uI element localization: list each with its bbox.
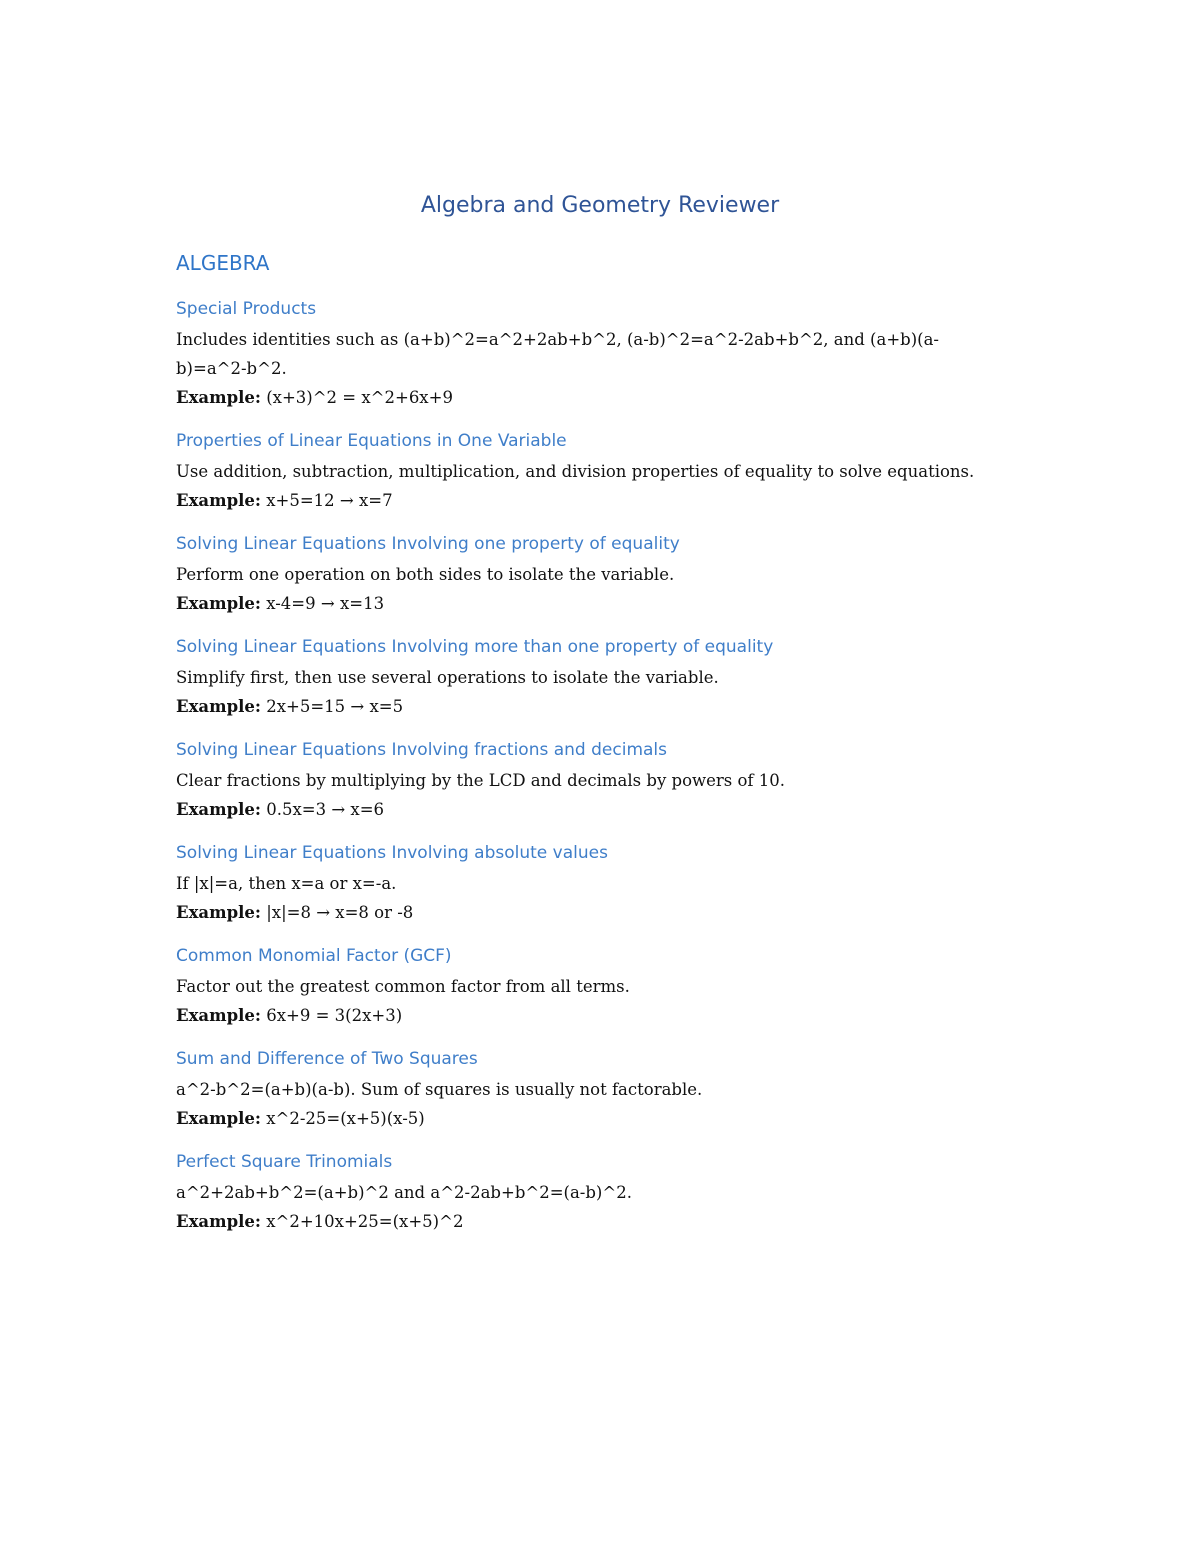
topic-special-products xyxy=(176,296,996,412)
topic-description: Clear fractions by multiplying by the LCD and decimals by powers of 10. xyxy=(176,771,786,790)
example-label: Example: xyxy=(176,388,261,407)
topic-heading: Perfect Square Trinomials xyxy=(176,1152,393,1172)
document-body xyxy=(176,248,996,1252)
topic-heading: Solving Linear Equations Involving more than one property of equality xyxy=(176,637,774,657)
topic-absolute-values xyxy=(176,840,996,927)
topic-perfect-square-trinomials xyxy=(176,1149,996,1236)
example-label: Example: xyxy=(176,1006,261,1025)
topic-description: a^2+2ab+b^2=(a+b)^2 and a^2-2ab+b^2=(a-b)^2. xyxy=(176,1183,632,1202)
example-text: |x|=8 → x=8 or -8 xyxy=(266,903,414,922)
example-label: Example: xyxy=(176,697,261,716)
topic-heading: Solving Linear Equations Involving fractions and decimals xyxy=(176,740,668,760)
topic-heading: Special Products xyxy=(176,299,317,319)
topic-example xyxy=(176,486,996,515)
example-text: x^2+10x+25=(x+5)^2 xyxy=(266,1212,464,1231)
topic-example xyxy=(176,1104,996,1133)
topic-properties-linear-equations xyxy=(176,428,996,515)
topic-description: Perform one operation on both sides to isolate the variable. xyxy=(176,565,675,584)
topic-example xyxy=(176,383,996,412)
topic-example xyxy=(176,1207,996,1236)
example-label: Example: xyxy=(176,903,261,922)
topic-example xyxy=(176,795,996,824)
example-label: Example: xyxy=(176,594,261,613)
section-heading-algebra: ALGEBRA xyxy=(176,251,270,275)
topic-heading: Properties of Linear Equations in One Variable xyxy=(176,431,567,451)
example-label: Example: xyxy=(176,1212,261,1231)
topic-heading: Sum and Difference of Two Squares xyxy=(176,1049,478,1069)
topic-heading: Solving Linear Equations Involving one property of equality xyxy=(176,534,680,554)
topic-description: a^2-b^2=(a+b)(a-b). Sum of squares is usually not factorable. xyxy=(176,1080,703,1099)
topic-description: Simplify first, then use several operations to isolate the variable. xyxy=(176,668,719,687)
topic-description: Includes identities such as (a+b)^2=a^2+2ab+b^2, (a-b)^2=a^2-2ab+b^2, and (a+b)(a-b)=a^2-b^2. xyxy=(176,330,939,378)
topic-common-monomial-factor xyxy=(176,943,996,1030)
topic-description: Factor out the greatest common factor from all terms. xyxy=(176,977,630,996)
example-label: Example: xyxy=(176,491,261,510)
topic-sum-difference-squares xyxy=(176,1046,996,1133)
example-text: 0.5x=3 → x=6 xyxy=(266,800,385,819)
topic-description: Use addition, subtraction, multiplication, and division properties of equality to solve equations. xyxy=(176,462,975,481)
topic-example xyxy=(176,898,996,927)
topic-fractions-and-decimals xyxy=(176,737,996,824)
example-text: (x+3)^2 = x^2+6x+9 xyxy=(266,388,453,407)
example-label: Example: xyxy=(176,1109,261,1128)
topic-example xyxy=(176,692,996,721)
example-text: x^2-25=(x+5)(x-5) xyxy=(266,1109,425,1128)
example-text: 6x+9 = 3(2x+3) xyxy=(266,1006,403,1025)
topic-heading: Solving Linear Equations Involving absolute values xyxy=(176,843,608,863)
document-title: Algebra and Geometry Reviewer xyxy=(420,193,780,218)
topic-more-than-one-property xyxy=(176,634,996,721)
example-text: x+5=12 → x=7 xyxy=(266,491,393,510)
topic-one-property-of-equality xyxy=(176,531,996,618)
topic-example xyxy=(176,1001,996,1030)
example-text: x-4=9 → x=13 xyxy=(266,594,385,613)
example-label: Example: xyxy=(176,800,261,819)
topic-description: If |x|=a, then x=a or x=-a. xyxy=(176,874,397,893)
topic-example xyxy=(176,589,996,618)
topic-heading: Common Monomial Factor (GCF) xyxy=(176,946,452,966)
example-text: 2x+5=15 → x=5 xyxy=(266,697,404,716)
